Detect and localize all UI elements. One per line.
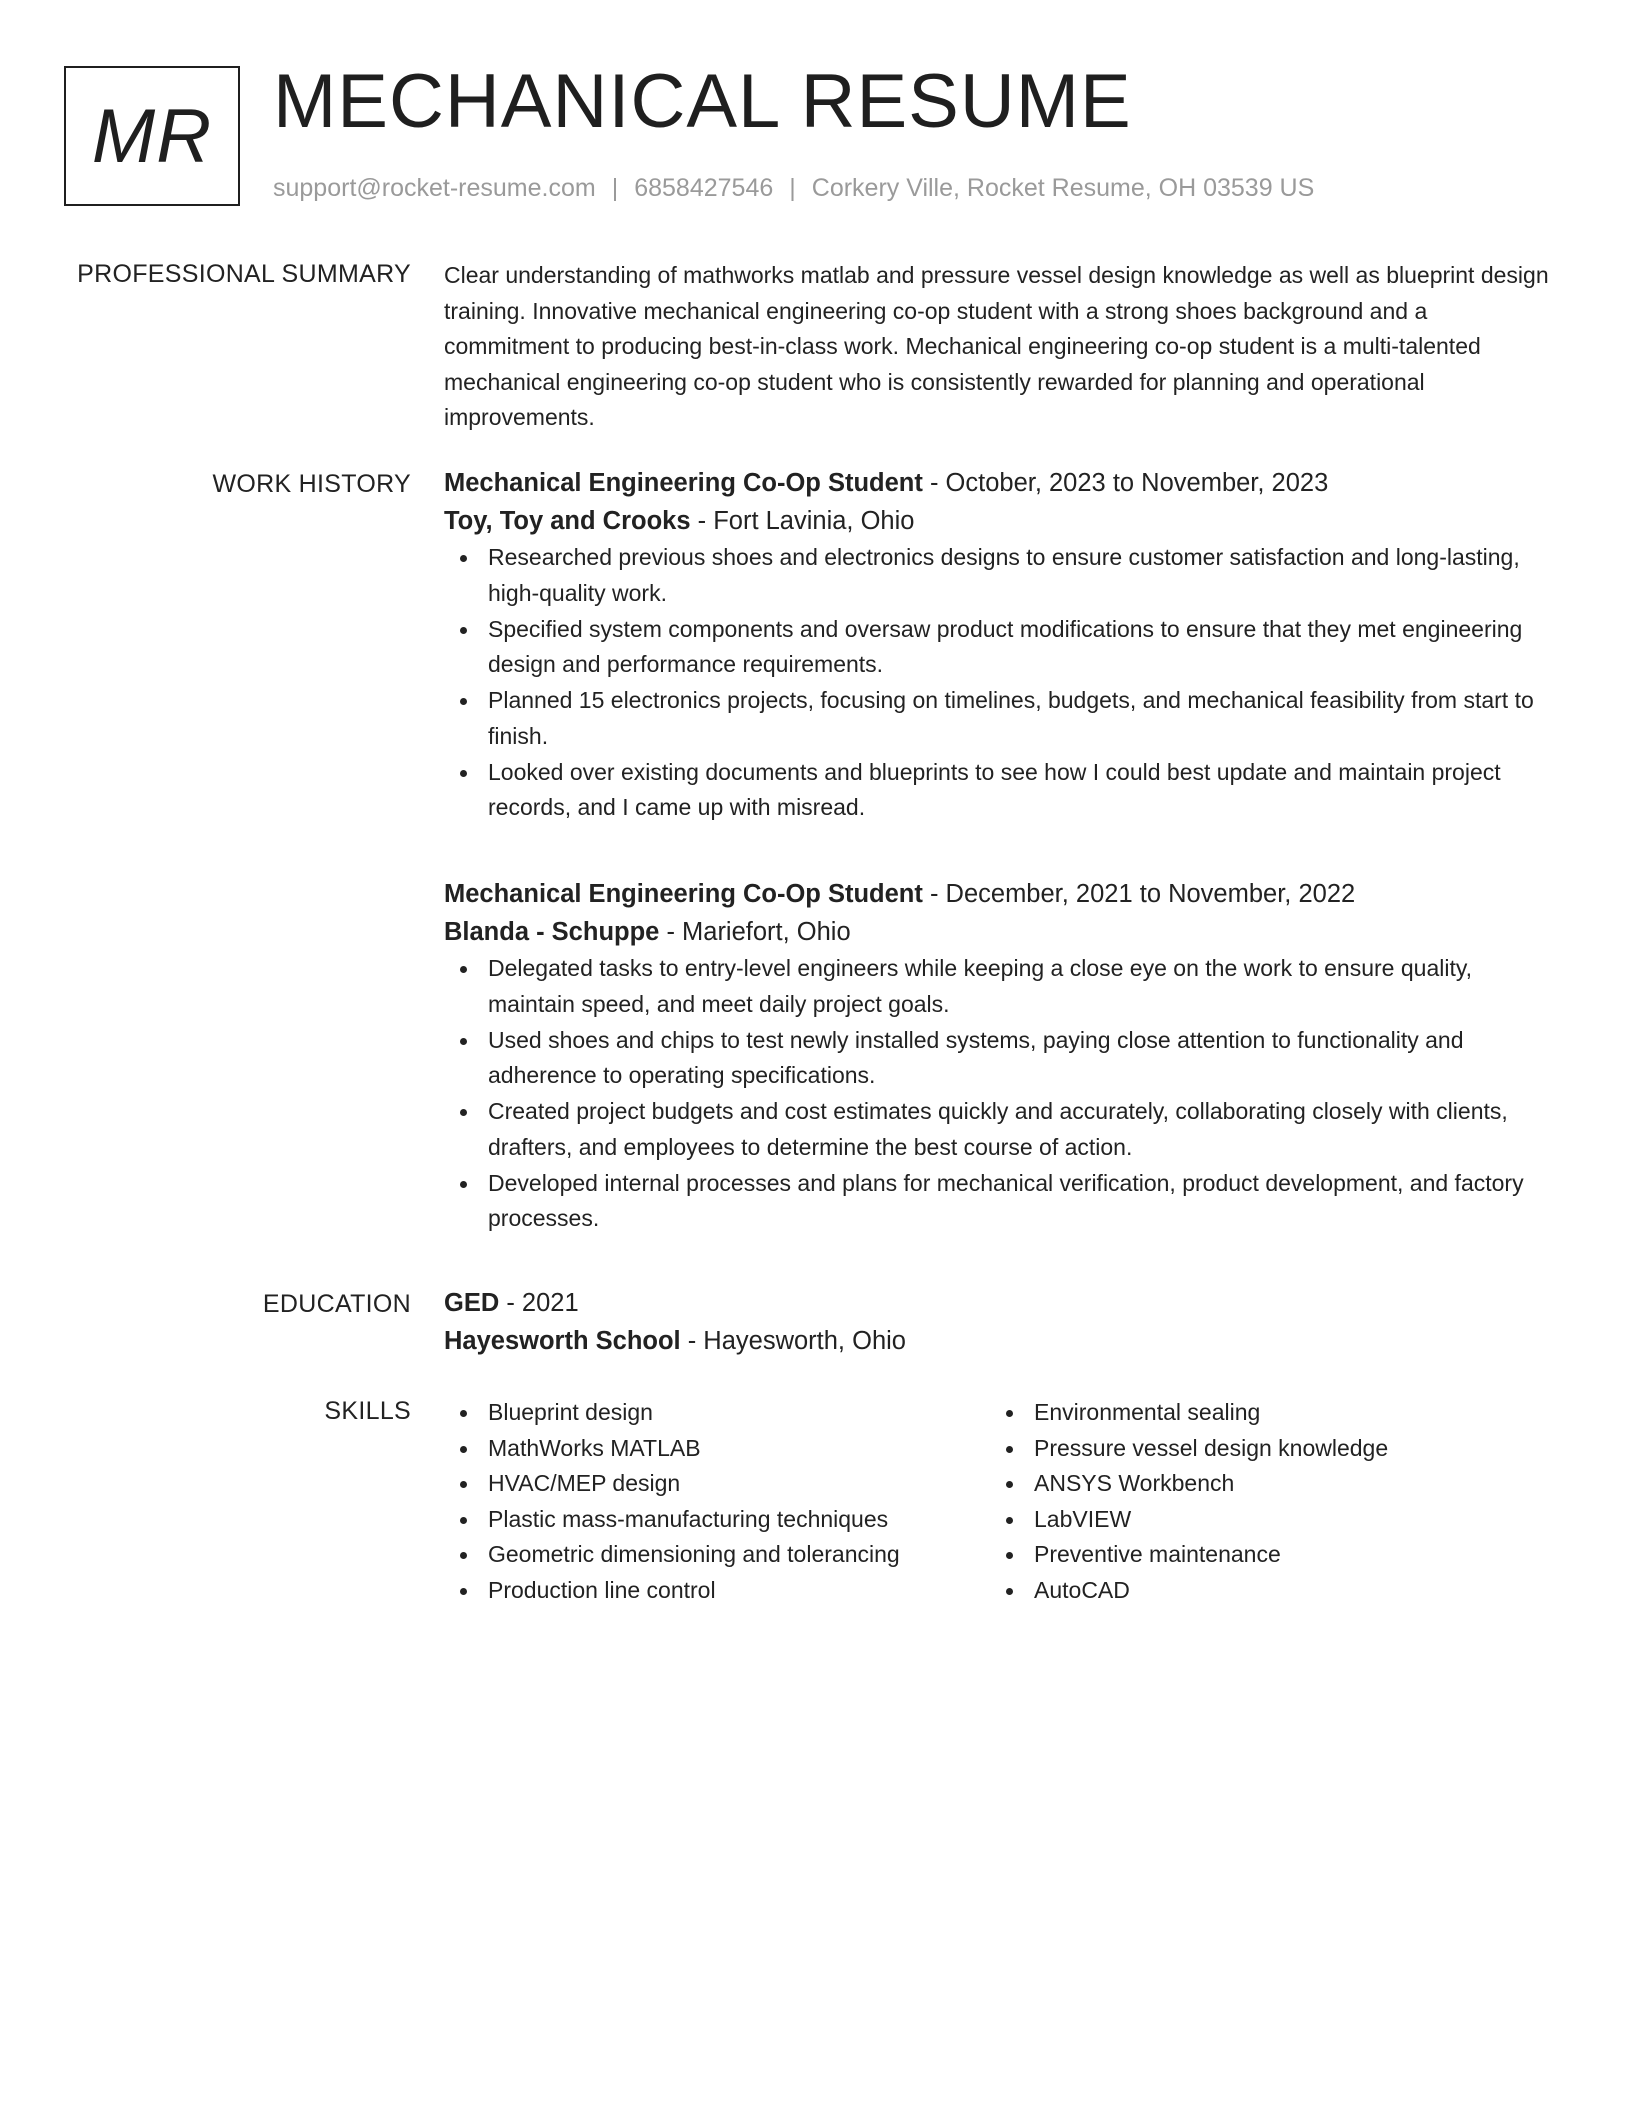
skills-list-right [990, 1395, 1536, 1609]
job-title: Mechanical Engineering Co-Op Student [444, 469, 923, 497]
resume-title: MECHANICAL RESUME [273, 59, 1132, 144]
monogram-text: MR [91, 93, 213, 179]
job-company-line [444, 502, 1554, 540]
contact-separator: | [789, 174, 796, 202]
skill-item: Blueprint design [444, 1395, 990, 1431]
education-degree-line [444, 1284, 1554, 1322]
job-dates: - October, 2023 to November, 2023 [922, 469, 1329, 497]
skill-item: Geometric dimensioning and tolerancing [444, 1537, 990, 1573]
list-item: Created project budgets and cost estimates quickly and accurately, collaborating closely with clients, drafters, and employees to determine the best course of action. [444, 1094, 1554, 1165]
skill-item: LabVIEW [990, 1502, 1536, 1538]
summary-text: Clear understanding of mathworks matlab and pressure vessel design knowledge as well as blueprint design training. Innovative mechanical engineering co-op student with a strong shoes background and a commitment to producing best-in-class work. Mechanical engineering co-op student is a multi-talented mechanical engineering co-op student who is consistently rewarded for planning and operational improvements. [444, 262, 1549, 431]
skill-item: Plastic mass-manufacturing techniques [444, 1502, 990, 1538]
job-location: - Mariefort, Ohio [659, 918, 851, 946]
contact-address: Corkery Ville, Rocket Resume, OH 03539 US [811, 174, 1315, 202]
job-bullet-list [444, 951, 1554, 1237]
section-heading-skills: SKILLS [324, 1397, 411, 1425]
list-item: Researched previous shoes and electronics designs to ensure customer satisfaction and long-lasting, high-quality work. [444, 540, 1554, 611]
job-company: Toy, Toy and Crooks [444, 507, 691, 535]
education-school: Hayesworth School [444, 1327, 681, 1355]
skill-item: Environmental sealing [990, 1395, 1536, 1431]
list-item: Developed internal processes and plans for mechanical verification, product development, and factory processes. [444, 1166, 1554, 1237]
list-item: Planned 15 electronics projects, focusing on timelines, budgets, and mechanical feasibility from start to finish. [444, 683, 1554, 754]
contact-line [273, 172, 1314, 204]
list-item: Used shoes and chips to test newly installed systems, paying close attention to functionality and adherence to operating specifications. [444, 1023, 1554, 1094]
contact-separator: | [611, 174, 619, 202]
monogram-logo [64, 66, 240, 206]
skill-item: Production line control [444, 1573, 990, 1609]
job-company-line [444, 913, 1554, 951]
contact-email: support@rocket-resume.com [273, 174, 596, 202]
skill-item: ANSYS Workbench [990, 1466, 1536, 1502]
list-item: Delegated tasks to entry-level engineers while keeping a close eye on the work to ensure quality, maintain speed, and meet daily project goals. [444, 951, 1554, 1022]
job-entry [444, 875, 1554, 1237]
skills-columns [444, 1395, 1554, 1609]
education-location: - Hayesworth, Ohio [680, 1327, 906, 1355]
education-school-line [444, 1322, 1554, 1360]
job-title: Mechanical Engineering Co-Op Student [444, 880, 923, 908]
skill-item: Pressure vessel design knowledge [990, 1431, 1536, 1467]
list-item: Specified system components and oversaw product modifications to ensure that they met engineering design and performance requirements. [444, 612, 1554, 683]
education-degree: GED [444, 1289, 500, 1317]
job-location: - Fort Lavinia, Ohio [690, 507, 915, 535]
job-company: Blanda - Schuppe [444, 918, 660, 946]
section-heading-education: EDUCATION [262, 1290, 411, 1318]
section-heading-summary: PROFESSIONAL SUMMARY [77, 260, 411, 288]
skill-item: MathWorks MATLAB [444, 1431, 990, 1467]
job-title-line [444, 875, 1554, 913]
skill-item: HVAC/MEP design [444, 1466, 990, 1502]
skill-item: Preventive maintenance [990, 1537, 1536, 1573]
skill-item: AutoCAD [990, 1573, 1536, 1609]
job-dates: - December, 2021 to November, 2022 [922, 880, 1356, 908]
job-title-line [444, 464, 1554, 502]
job-entry [444, 464, 1554, 826]
job-bullet-list [444, 540, 1554, 826]
contact-phone: 6858427546 [634, 174, 774, 202]
list-item: Looked over existing documents and blueprints to see how I could best update and maintain project records, and I came up with misread. [444, 755, 1554, 826]
education-year: - 2021 [499, 1289, 579, 1317]
section-heading-work-history: WORK HISTORY [212, 470, 411, 498]
skills-list-left [444, 1395, 990, 1609]
